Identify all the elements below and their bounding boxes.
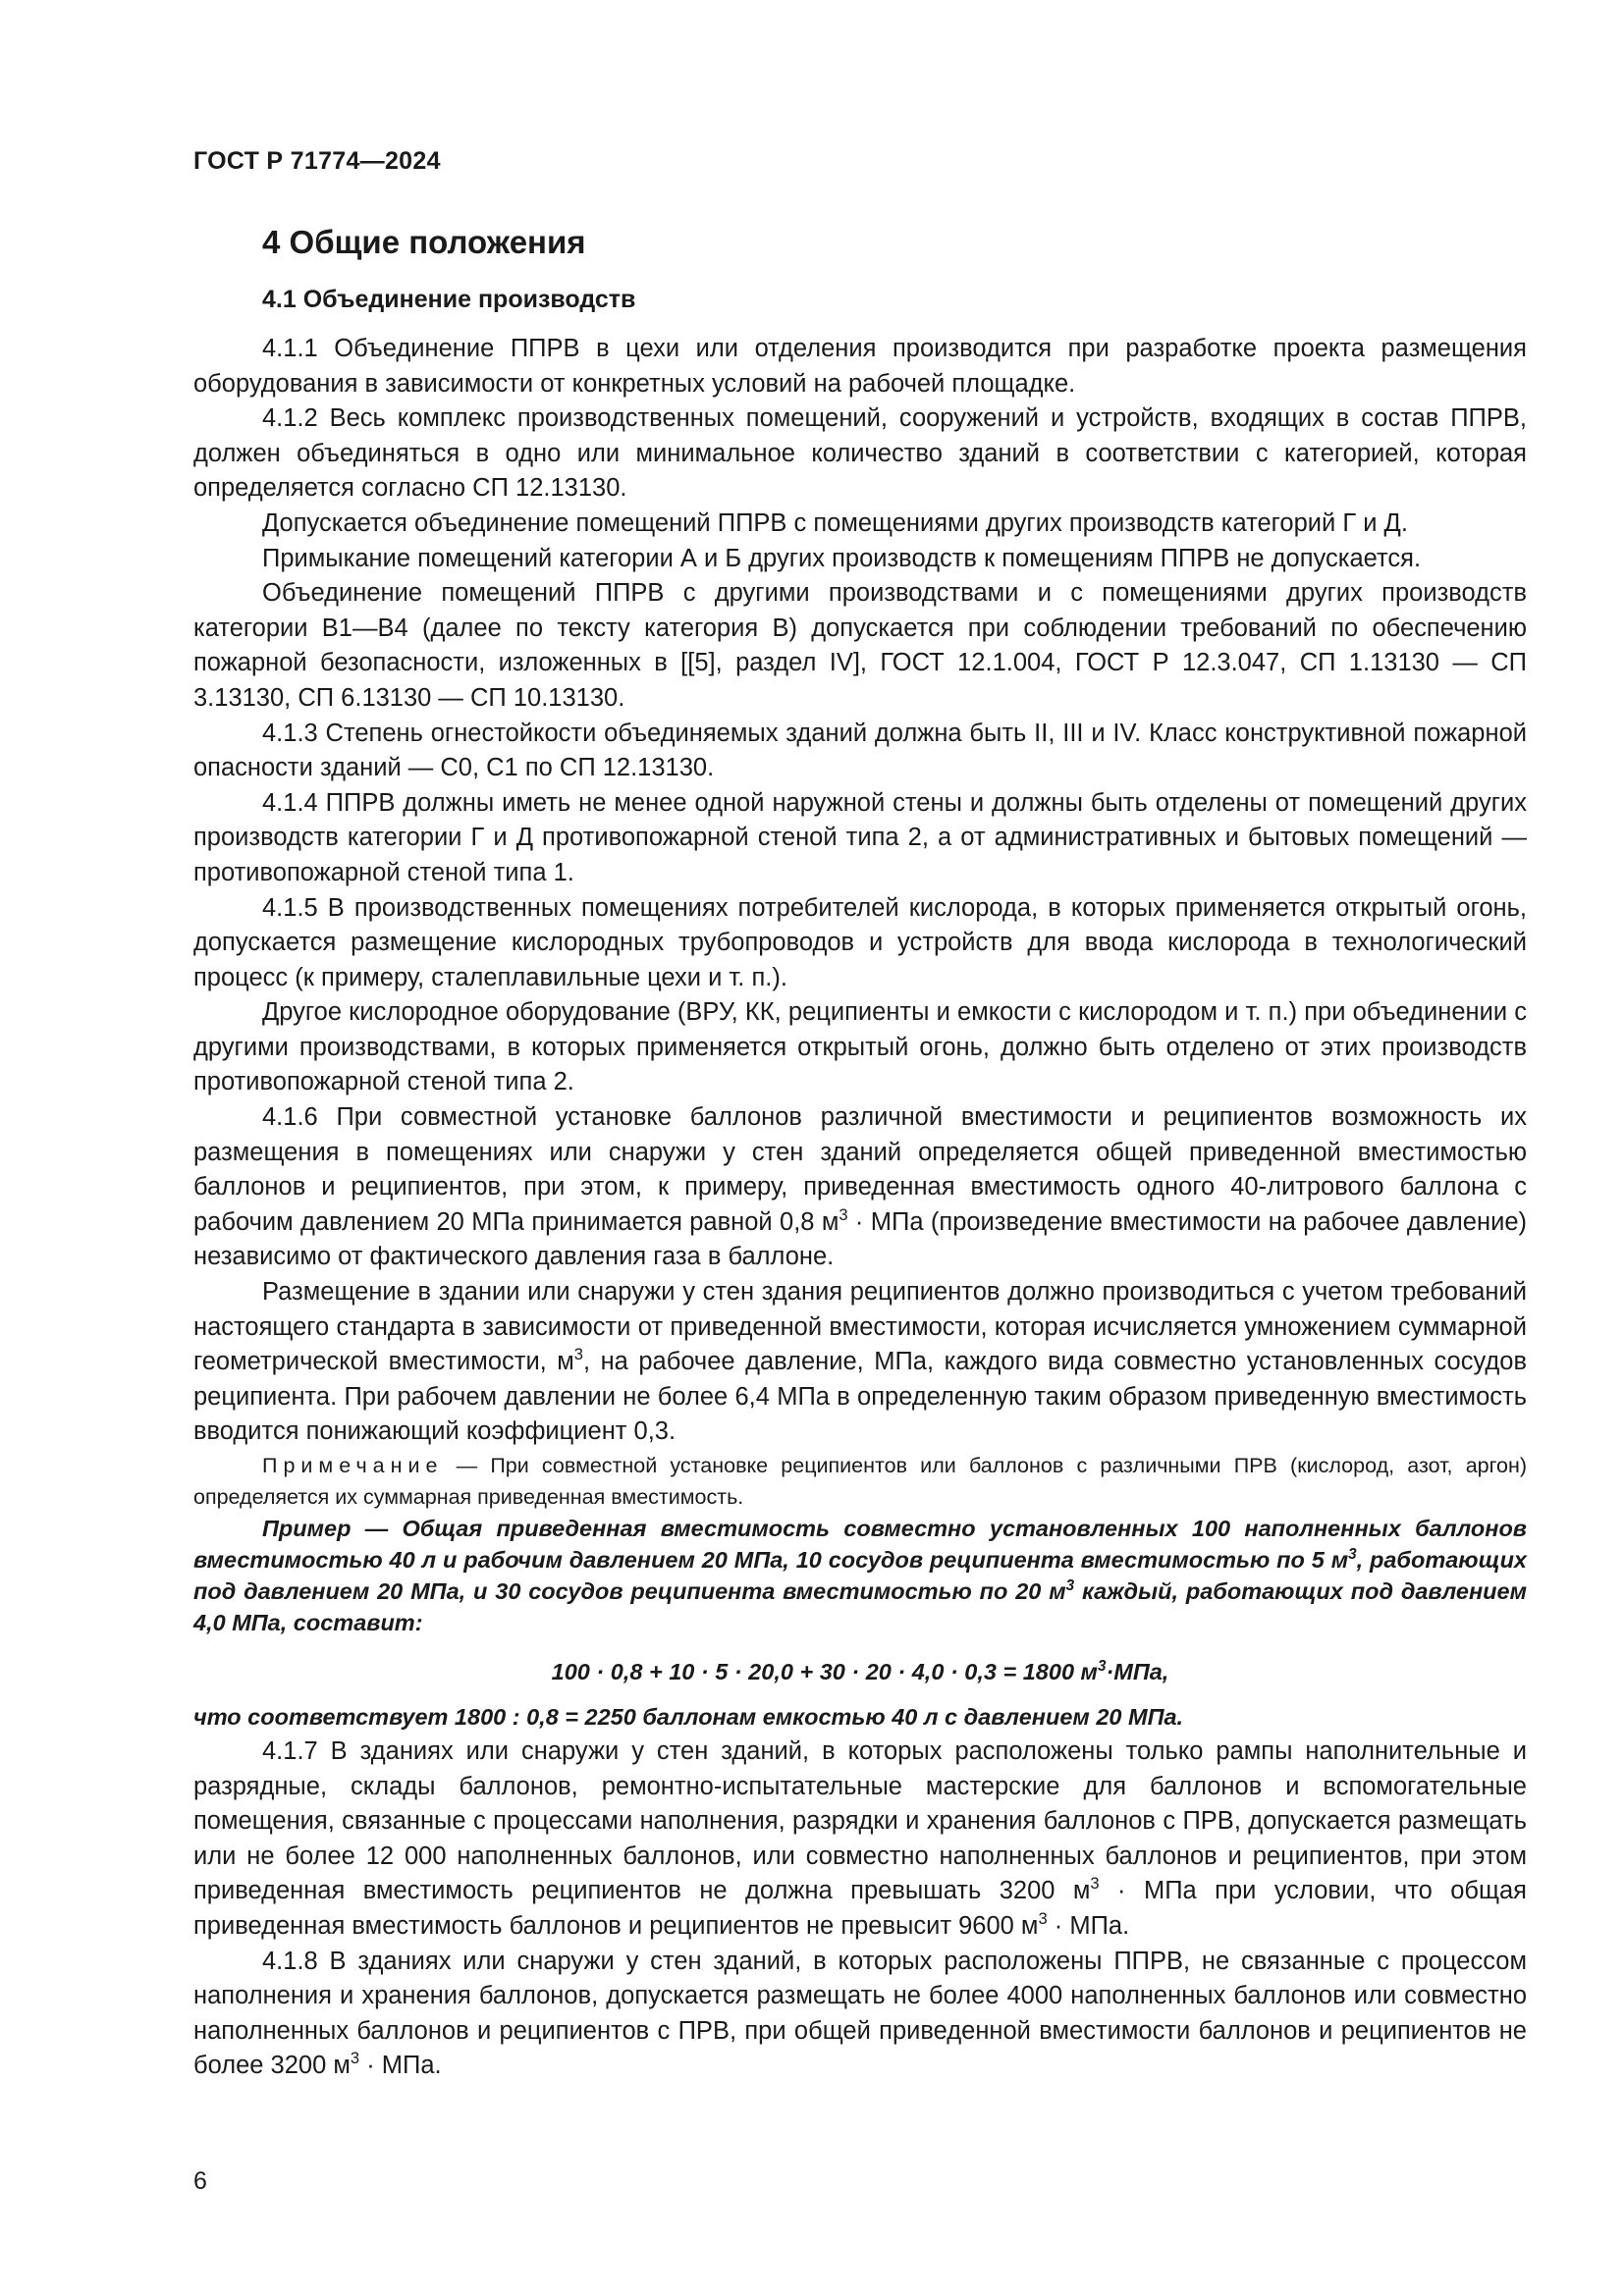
paragraph-4-1-7: 4.1.7 В зданиях или снаружи у стен зданий, в которых расположены только рампы наполнительные и разрядные, склады баллонов, ремонтно-испытательные мастерские для баллонов и вспомогательные помещения, связанные с процессами наполнения, разрядки и хранения баллонов с ПРВ, допускается размещать или не более 12 000 наполненных баллонов, или совместно наполненных баллонов и реципиентов, при этом приведенная вместимость реципиентов не должна превышать 3200 $м^3$ · МПа при условии, что общая приведенная вместимость баллонов и реципиентов не превысит 9600 $м^3$ · МПа.: [193, 1737, 1527, 1940]
paragraph-4-1-5: 4.1.5 В производственных помещениях потребителей кислорода, в которых применяется открытый огонь, допускается размещение кислородных трубопроводов и устройств для ввода кислорода в технологический процесс (к примеру, сталеплавильные цехи и т. п.).: [193, 893, 1527, 991]
paragraph-4-1-3: 4.1.3 Степень огнестойкости объединяемых зданий должна быть II, III и IV. Класс конструктивной пожарной опасности зданий — С0, С1 по СП 12.13130.: [193, 719, 1527, 782]
example-conclusion: что соответствует 1800 : 0,8 = 2250 баллонам емкостью 40 л с давлением 20 МПа.: [193, 1704, 1184, 1730]
paragraph-allowed-merge: Допускается объединение помещений ППРВ с помещениями других производств категорий Г и Д.: [262, 508, 1408, 537]
note-text: — При совместной установке реципиентов или баллонов с различными ПРВ (кислород, азот, аргон) определяется их суммарная приведенная вместимость.: [193, 1454, 1527, 1509]
example: Пример — Общая приведенная вместимость совместно установленных 100 наполненных баллонов вместимостью 40 л и рабочим давлением 20 МПа, 10 сосудов реципиента вместимостью по 5 $м^3$, работающих под давлением 20 МПа, и 30 сосудов реципиента вместимостью по 20 $м^3$ каждый, работающих под давлением 4,0 МПа, составит:: [193, 1516, 1528, 1635]
paragraph-merge-category-b: Объединение помещений ППРВ с другими производствами и с помещениями других производств категории В1—В4 (далее по тексту категория В) допускается при соблюдении требований по обеспечению пожарной безопасности, изложенных в [[5], раздел IV], ГОСТ 12.1.004, ГОСТ Р 12.3.047, СП 1.13130 — СП 3.13130, СП 6.13130 — СП 10.13130.: [193, 579, 1527, 712]
subsection-title: 4.1 Объединение производств: [262, 286, 636, 313]
paragraph-4-1-1: 4.1.1 Объединение ППРВ в цехи или отделения производится при разработке проекта размещения оборудования в зависимости от конкретных условий на рабочей площадке.: [193, 335, 1527, 398]
paragraph-4-1-4: 4.1.4 ППРВ должны иметь не менее одной наружной стены и должны быть отделены от помещений других производств категории Г и Д противопожарной стеной типа 2, а от административных и бытовых помещений — противопожарной стеной типа 1.: [193, 788, 1527, 886]
paragraph-adjacency: Примыкание помещений категории А и Б других производств к помещениям ППРВ не допускается.: [262, 544, 1422, 572]
paragraph-4-1-6: 4.1.6 При совместной установке баллонов различной вместимости и реципиентов возможность их размещения в помещениях или снаружи у стен зданий определяется общей приведенной вместимостью баллонов и реципиентов, при этом, к примеру, приведенная вместимость одного 40-литрового баллона с рабочим давлением 20 МПа принимается равной 0,8 $м^3$ · МПа (произведение вместимости на рабочее давление) независимо от фактического давления газа в баллоне.: [193, 1103, 1527, 1271]
note: [193, 1450, 1527, 1513]
example-formula: 100 · 0,8 + 10 · 5 · 20,0 + 30 · 20 · 4,0 · 0,3 = 1800 $м^3\cdot МПа$,: [551, 1657, 1169, 1684]
document-body: [193, 332, 1527, 2084]
section-title: 4 Общие положения: [262, 224, 586, 260]
paragraph-other-oxygen-equipment: Другое кислородное оборудование (ВРУ, КК, реципиенты и емкости с кислородом и т. п.) при объединении с другими производствами, в которых применяется открытый огонь, должно быть отделено от этих производств противопожарной стеной типа 2.: [193, 998, 1527, 1096]
paragraph-recipient-placement: Размещение в здании или снаружи у стен здания реципиентов должно производиться с учетом требований настоящего стандарта в зависимости от приведенной вместимости, которая исчисляется умножением суммарной геометрической вместимости, $м^3$, на рабочее давление, МПа, каждого вида совместно установленных сосудов реципиента. При рабочем давлении не более 6,4 МПа в определенную таким образом приведенную вместимость вводится понижающий коэффициент 0,3.: [193, 1278, 1527, 1446]
paragraph-4-1-2: 4.1.2 Весь комплекс производственных помещений, сооружений и устройств, входящих в состав ППРВ, должен объединяться в одно или минимальное количество зданий в соответствии с категорией, которая определяется согласно СП 12.13130.: [193, 404, 1527, 503]
page-number: 6: [193, 2167, 207, 2195]
note-label: Примечание: [262, 1454, 444, 1477]
paragraph-4-1-8: 4.1.8 В зданиях или снаружи у стен зданий, в которых расположены ППРВ, не связанные с процессом наполнения и хранения баллонов, допускается размещать не более 4000 наполненных баллонов или совместно наполненных баллонов и реципиентов с ПРВ, при общей приведенной вместимости баллонов и реципиентов не более 3200 $м^3$ · МПа.: [193, 1947, 1527, 2080]
document-code: ГОСТ Р 71774—2024: [193, 147, 441, 175]
